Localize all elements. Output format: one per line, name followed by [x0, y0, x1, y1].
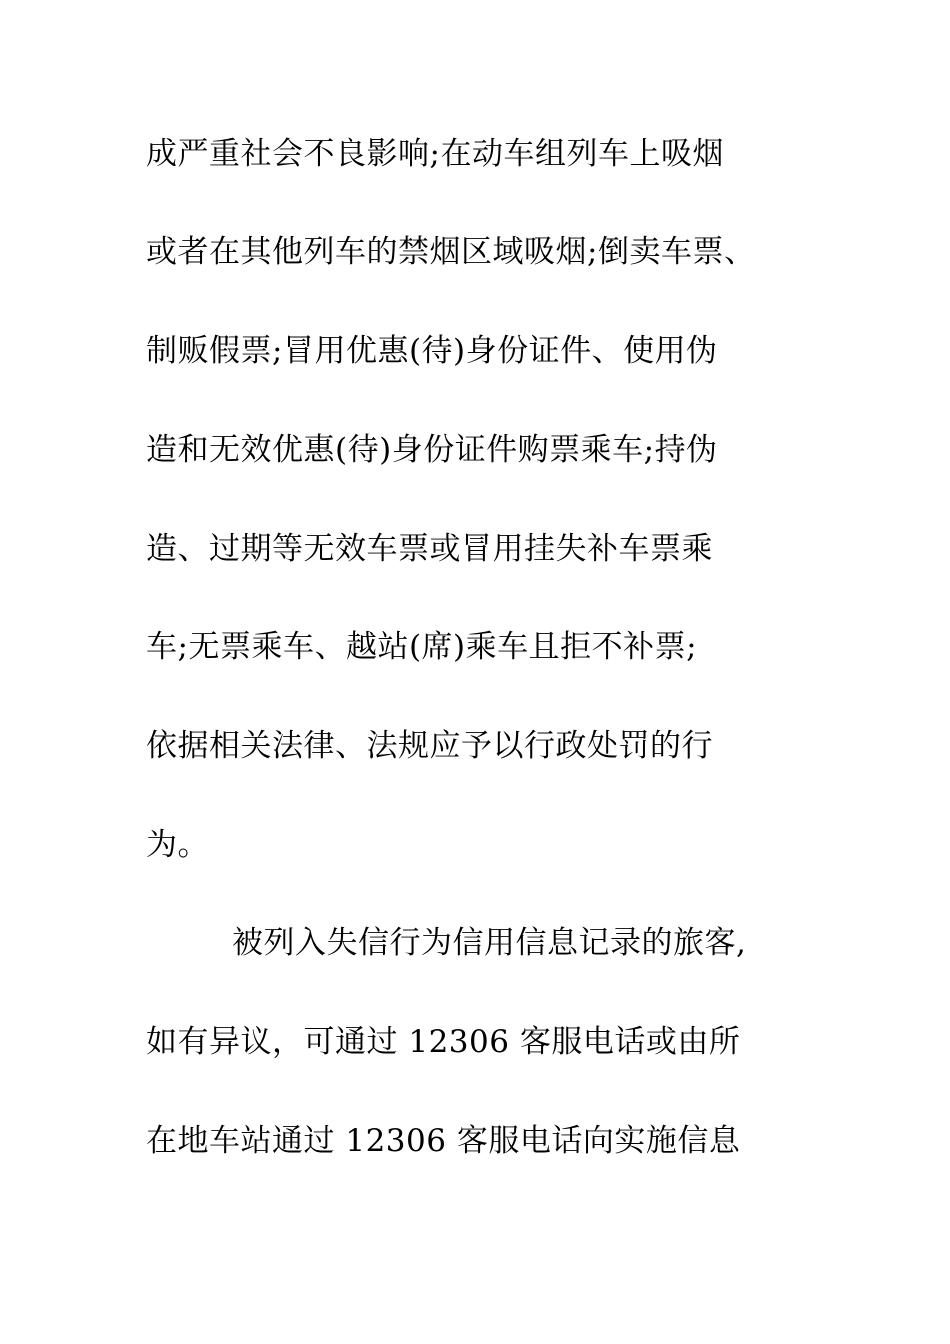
text-line-2: 或者在其他列车的禁烟区域吸烟;倒卖车票、 — [146, 234, 756, 270]
text-line-9: 被列入失信行为信用信息记录的旅客, — [232, 925, 747, 961]
text-line-7: 依据相关法律、法规应予以行政处罚的行 — [146, 728, 713, 764]
text-line-1: 成严重社会不良影响;在动车组列车上吸烟 — [146, 136, 724, 172]
text-line-6: 车;无票乘车、越站(席)乘车且拒不补票; — [146, 629, 698, 665]
text-line-3: 制贩假票;冒用优惠(待)身份证件、使用伪 — [146, 333, 718, 369]
text-line-5: 造、过期等无效车票或冒用挂失补车票乘 — [146, 531, 713, 567]
text-line-8: 为。 — [146, 827, 209, 863]
text-line-4: 造和无效优惠(待)身份证件购票乘车;持伪 — [146, 432, 718, 468]
text-line-11: 在地车站通过 12306 客服电话向实施信息 — [146, 1123, 741, 1159]
text-line-10: 如有异议，可通过 12306 客服电话或由所 — [146, 1024, 741, 1060]
